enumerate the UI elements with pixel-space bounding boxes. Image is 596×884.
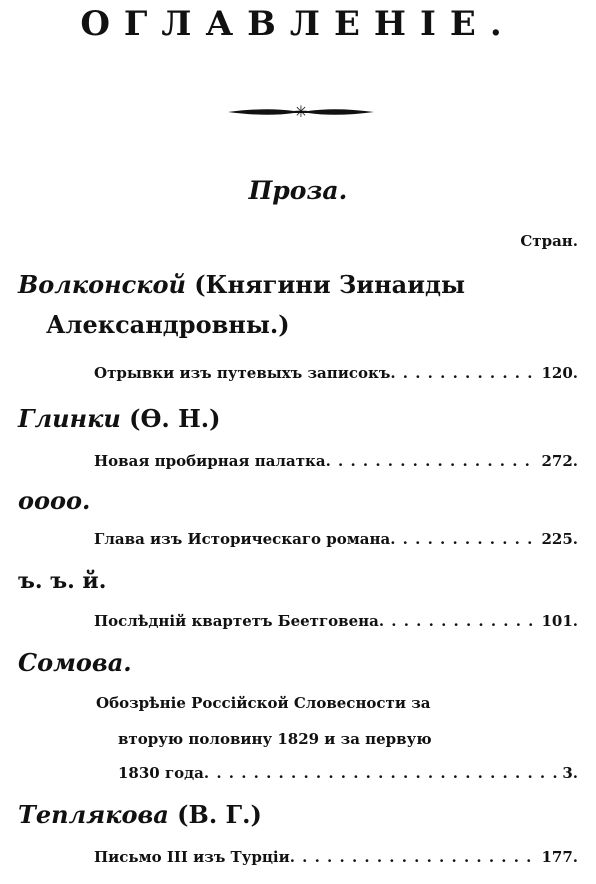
page-title: ОГЛАВЛЕНІЕ. [80,4,516,44]
entry-title: Письмо III изъ Турціи [94,848,290,866]
ornament-divider-icon [226,104,376,120]
leader-dots [290,848,538,866]
page-number: 3. [562,764,578,782]
author-heading [18,270,465,299]
page-column-header: Стран. [520,232,578,250]
author-heading [18,648,132,677]
leader-dots [204,764,558,782]
toc-entry [94,452,578,470]
entry-title: Отрывки изъ путевыхъ записокъ [94,364,391,382]
entry-title-line: Обозрѣніе Россійской Словесности за [96,694,431,712]
toc-entry [94,612,578,630]
entry-title: Новая пробирная палатка [94,452,326,470]
page-number: 225. [541,530,578,548]
section-heading: Проза. [248,176,348,205]
leader-dots [390,530,537,548]
page-number: 120. [541,364,578,382]
page-number: 101. [541,612,578,630]
author-heading [18,568,106,594]
author-detail: (В. Г.) [177,800,262,829]
leader-dots [326,452,538,470]
author-name: Волконской [18,270,186,299]
toc-entry [94,530,578,548]
entry-title-line: вторую половину 1829 и за первую [118,730,432,748]
svg-text:✳: ✳ [294,104,308,120]
author-heading [18,800,262,829]
entry-title: 1830 года [118,764,204,782]
entry-title: Послѣдній квартетъ Беетговена [94,612,379,630]
author-heading [18,404,221,433]
author-detail: (Ѳ. Н.) [129,404,221,433]
author-heading [18,486,90,515]
toc-entry [94,848,578,866]
toc-entry [118,764,578,782]
author-name: ъ. ъ. й. [18,568,107,594]
author-name: Сомова. [18,648,132,677]
page-number: 272. [541,452,578,470]
author-detail: (Княгини Зинаиды [194,270,466,299]
entry-title: Глава изъ Историческаго романа [94,530,391,548]
toc-entry [94,364,578,382]
page-number: 177. [541,848,578,866]
author-name: оооо. [18,486,91,515]
author-detail-line: Александровны.) [46,310,290,339]
author-name: Теплякова [18,800,169,829]
leader-dots [379,612,538,630]
leader-dots [390,364,537,382]
author-name: Глинки [18,404,121,433]
